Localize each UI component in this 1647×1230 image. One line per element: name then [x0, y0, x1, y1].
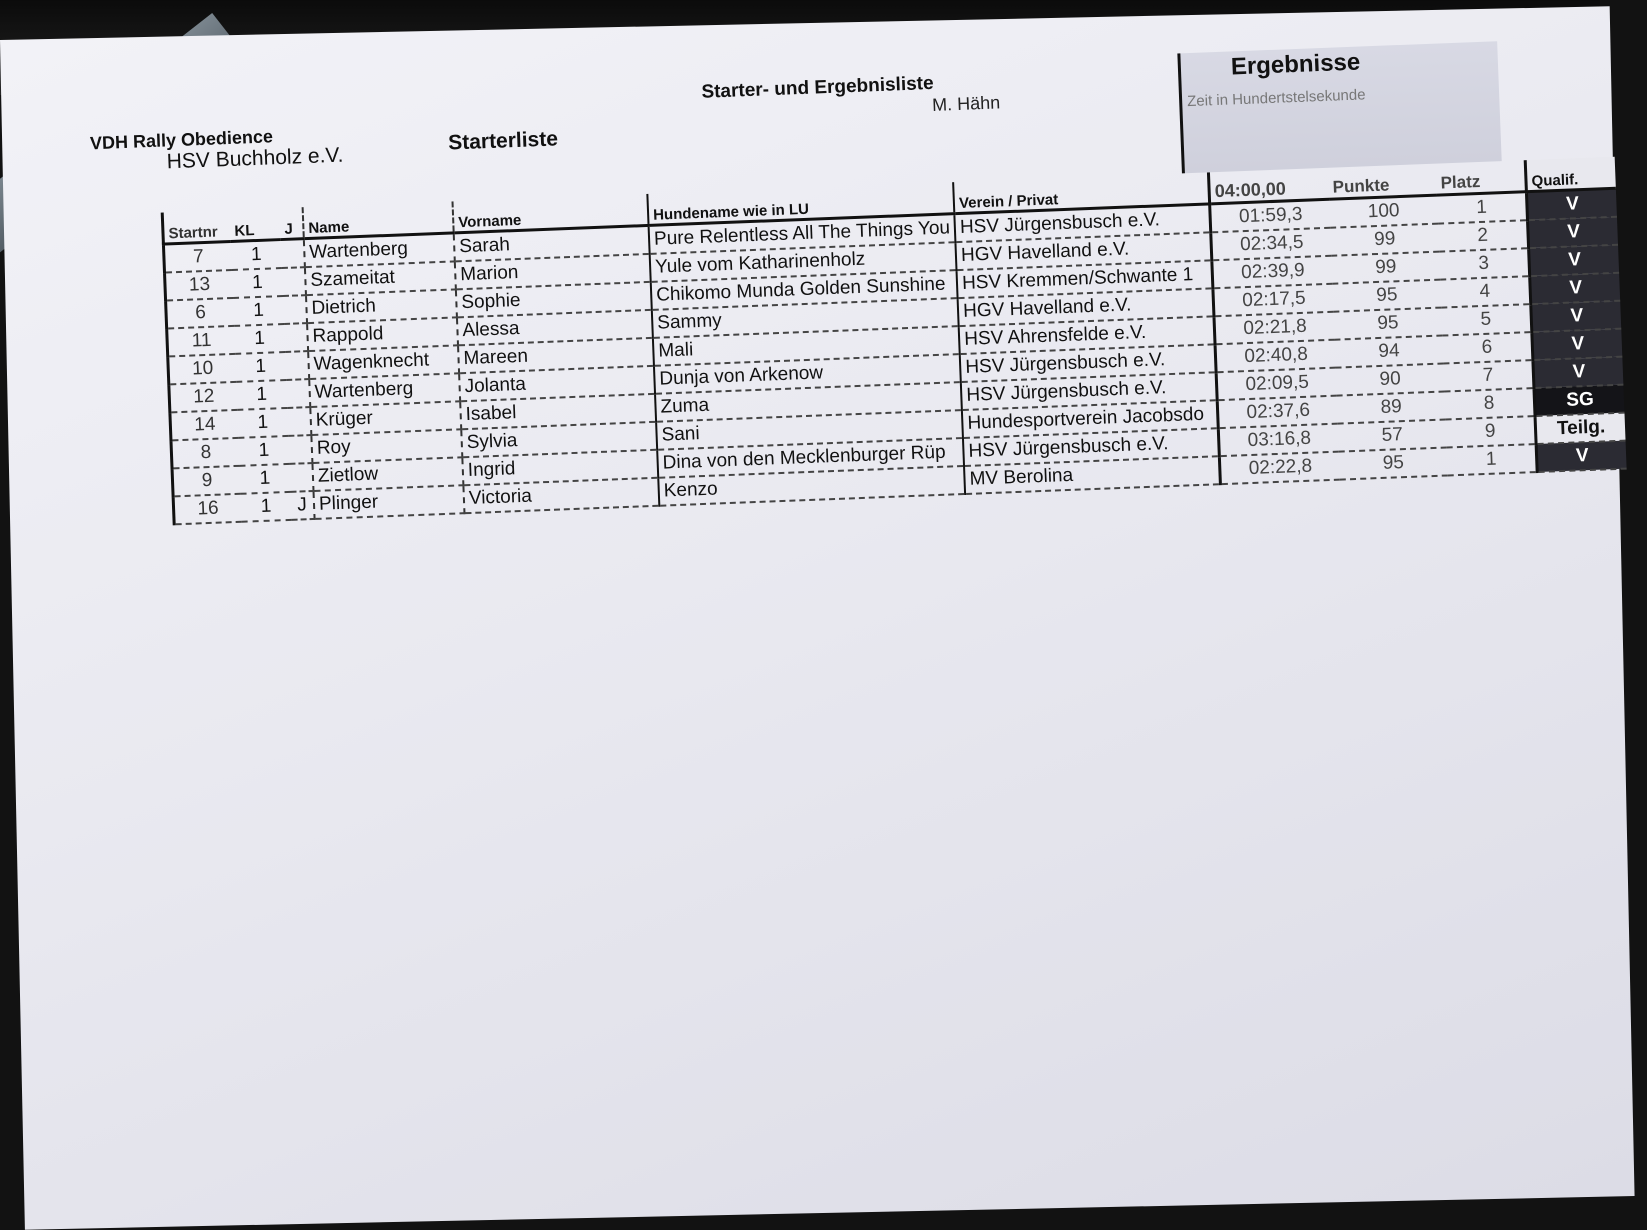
cell-startnr: 8 — [171, 438, 240, 469]
cell-vorname: Ingrid — [462, 450, 658, 485]
cell-qualif: Teilg. — [1535, 413, 1626, 444]
cell-hundename: Dunja von Arkenow — [654, 354, 961, 394]
cell-punkte: 95 — [1332, 280, 1441, 312]
results-title: Ergebnisse — [1230, 48, 1361, 81]
cell-qualif: V — [1530, 273, 1621, 304]
cell-platz: 8 — [1445, 388, 1536, 419]
cell-startnr: 11 — [167, 326, 236, 357]
header-left: VDH Rally Obedience — [89, 126, 274, 154]
cell-name: Plinger — [314, 485, 465, 519]
cell-qualif: SG — [1534, 385, 1625, 416]
cell-platz: 5 — [1441, 304, 1532, 335]
cell-vorname: Sylvia — [461, 422, 657, 457]
cell-platz: 1 — [1447, 444, 1538, 475]
cell-kl: 1 — [239, 464, 290, 494]
cell-zeit: 02:40,8 — [1215, 340, 1335, 373]
header-vorname: Vorname — [452, 194, 648, 233]
cell-hundename: Sani — [656, 410, 963, 450]
judge-name: M. Hähn — [931, 92, 1001, 115]
cell-vorname: Jolanta — [459, 366, 655, 401]
header-j: J — [280, 207, 304, 239]
cell-punkte: 94 — [1335, 336, 1444, 368]
cell-kl: 1 — [231, 240, 282, 270]
cell-startnr: 7 — [163, 241, 232, 272]
cell-j — [284, 323, 308, 352]
cell-zeit: 02:17,5 — [1213, 284, 1333, 317]
cell-punkte: 89 — [1337, 391, 1446, 423]
cell-vorname: Alessa — [457, 310, 653, 345]
cell-startnr: 16 — [173, 494, 242, 525]
cell-punkte: 100 — [1329, 195, 1438, 228]
cell-verein: HSV Jürgensbusch e.V. — [954, 204, 1210, 242]
cell-name: Dietrich — [306, 289, 457, 323]
cell-platz: 4 — [1440, 276, 1531, 307]
cell-startnr: 10 — [168, 354, 237, 385]
cell-platz: 7 — [1444, 360, 1535, 391]
cell-name: Wagenknecht — [308, 345, 459, 379]
cell-j — [281, 239, 305, 268]
cell-platz: 2 — [1438, 220, 1529, 251]
cell-name: Wartenberg — [309, 373, 460, 407]
cell-verein: Hundesportverein Jacobsdo — [962, 400, 1218, 438]
cell-platz: 6 — [1442, 332, 1533, 363]
header-name: Name — [303, 201, 454, 238]
cell-startnr: 12 — [169, 382, 238, 413]
header-platz: Platz — [1436, 160, 1527, 195]
cell-punkte: 95 — [1333, 308, 1442, 340]
cell-vorname: Victoria — [463, 478, 659, 513]
header-kl: KL — [230, 208, 281, 241]
cell-punkte: 99 — [1330, 224, 1439, 256]
cell-hundename: Yule vom Katharinenholz — [650, 242, 957, 282]
cell-qualif: V — [1529, 245, 1620, 276]
cell-kl: 1 — [234, 324, 285, 354]
cell-punkte: 57 — [1338, 419, 1447, 451]
cell-vorname: Mareen — [458, 338, 654, 373]
cell-zeit: 01:59,3 — [1210, 199, 1331, 232]
cell-startnr: 13 — [165, 270, 234, 301]
cell-j — [287, 407, 311, 436]
cell-hundename: Chikomo Munda Golden Sunshine — [651, 270, 958, 310]
header-qualif: Qualif. — [1525, 157, 1616, 192]
cell-zeit: 02:21,8 — [1214, 312, 1334, 345]
cell-name: Krüger — [310, 401, 461, 435]
cell-platz: 9 — [1446, 416, 1537, 447]
cell-zeit: 02:09,5 — [1216, 368, 1336, 401]
cell-platz: 3 — [1439, 248, 1530, 279]
cell-kl: 1 — [232, 268, 283, 298]
cell-verein: HGV Havelland e.V. — [958, 288, 1214, 326]
cell-j — [285, 351, 309, 380]
document-content — [89, 39, 1615, 520]
cell-kl: 1 — [241, 492, 292, 522]
cell-j: J — [291, 491, 315, 520]
starter-table — [161, 157, 1627, 526]
cell-hundename: Kenzo — [658, 466, 965, 506]
cell-j — [289, 463, 313, 492]
cell-qualif: V — [1527, 188, 1618, 220]
header-startnr: Startnr — [162, 210, 231, 244]
header-punkte: Punkte — [1328, 164, 1437, 200]
cell-kl: 1 — [236, 380, 287, 410]
cell-kl: 1 — [237, 408, 288, 438]
cell-zeit: 02:22,8 — [1219, 452, 1339, 485]
cell-j — [282, 267, 306, 296]
cell-qualif: V — [1533, 357, 1624, 388]
cell-kl: 1 — [235, 352, 286, 382]
cell-verein: HSV Jürgensbusch e.V. — [961, 372, 1217, 410]
cell-qualif: V — [1536, 441, 1627, 472]
cell-startnr: 14 — [170, 410, 239, 441]
cell-hundename: Pure Relentless All The Things You — [649, 214, 956, 254]
cell-zeit: 02:39,9 — [1212, 256, 1332, 289]
cell-verein: HSV Kremmen/Schwante 1 — [957, 260, 1213, 298]
cell-name: Szameitat — [305, 261, 456, 295]
cell-name: Roy — [311, 429, 462, 463]
results-subtitle: Zeit in Hundertstelsekunde — [1186, 86, 1366, 111]
cell-punkte: 99 — [1331, 252, 1440, 284]
cell-punkte: 95 — [1339, 447, 1448, 479]
cell-qualif: V — [1532, 329, 1623, 360]
cell-hundename: Dina von den Mecklenburger Rüp — [657, 438, 964, 478]
cell-vorname: Marion — [455, 254, 651, 289]
cell-j — [283, 295, 307, 324]
cell-name: Rappold — [307, 317, 458, 351]
cell-kl: 1 — [233, 296, 284, 326]
list-title: Starterliste — [447, 127, 559, 155]
header-zeit: 04:00,00 — [1209, 168, 1330, 204]
cell-punkte: 90 — [1336, 364, 1445, 396]
cell-hundename: Zuma — [655, 382, 962, 422]
header-verein: Verein / Privat — [953, 172, 1210, 213]
cell-vorname: Sarah — [454, 225, 650, 261]
cell-platz: 1 — [1437, 192, 1528, 224]
cell-startnr: 6 — [166, 298, 235, 329]
cell-name: Wartenberg — [304, 233, 455, 267]
cell-j — [286, 379, 310, 408]
cell-zeit: 02:34,5 — [1211, 228, 1331, 261]
cell-verein: MV Berolina — [964, 456, 1220, 494]
cell-name: Zietlow — [312, 457, 463, 491]
cell-qualif: V — [1528, 217, 1619, 248]
cell-vorname: Isabel — [460, 394, 656, 429]
club-name: HSV Buchholz e.V. — [166, 143, 344, 174]
paper-sheet — [0, 6, 1635, 1229]
header-hundename: Hundename wie in LU — [647, 182, 954, 225]
cell-verein: HSV Jürgensbusch e.V. — [960, 344, 1216, 382]
cell-kl: 1 — [238, 436, 289, 466]
cell-zeit: 03:16,8 — [1218, 424, 1338, 457]
cell-vorname: Sophie — [456, 282, 652, 317]
cell-j — [288, 435, 312, 464]
cell-hundename: Sammy — [652, 298, 959, 338]
cell-startnr: 9 — [172, 466, 241, 497]
main-title: Starter- und Ergebnisliste — [701, 72, 935, 103]
cell-qualif: V — [1531, 301, 1622, 332]
cell-hundename: Mali — [653, 326, 960, 366]
cell-verein: HGV Havelland e.V. — [956, 232, 1212, 270]
cell-verein: HSV Ahrensfelde e.V. — [959, 316, 1215, 354]
cell-zeit: 02:37,6 — [1217, 396, 1337, 429]
table-body — [163, 188, 1626, 524]
cell-verein: HSV Jürgensbusch e.V. — [963, 428, 1219, 466]
